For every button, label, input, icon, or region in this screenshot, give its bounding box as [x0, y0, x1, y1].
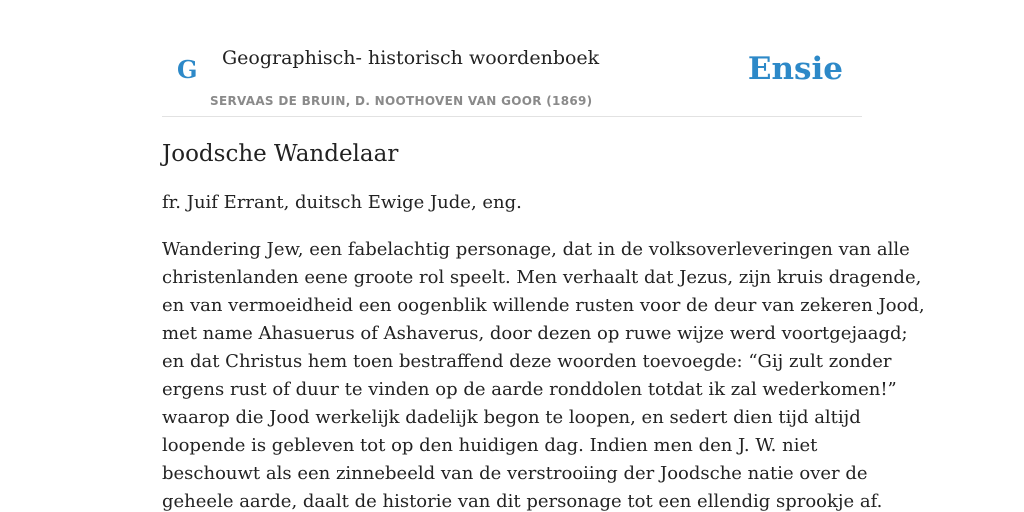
body-line: ergens rust of duur te vinden op de aarde ronddolen totdat ik zal wederkomen!” [162, 379, 897, 400]
book-letter-icon[interactable]: G [177, 55, 198, 84]
book-authors: SERVAAS DE BRUIN, D. NOOTHOVEN VAN GOOR (1869) [210, 94, 593, 108]
body-line: christenlanden eene groote rol speelt. Men verhaalt dat Jezus, zijn kruis dragende, [162, 267, 922, 288]
entry-body [162, 236, 925, 512]
body-line: geheele aarde, daalt de historie van dit personage tot een ellendig sprookje af. [162, 491, 883, 512]
body-line: loopende is gebleven tot op den huidigen dag. Indien men den J. W. niet [162, 435, 818, 456]
body-line: en dat Christus hem toen bestraffend deze woorden toevoegde: “Gij zult zonder [162, 351, 892, 372]
body-line: Wandering Jew, een fabelachtig personage, dat in de volksoverleveringen van alle [162, 239, 910, 260]
body-line: beschouwt als een zinnebeeld van de verstrooiing der Joodsche natie over de [162, 463, 868, 484]
book-title-link[interactable]: Geographisch- historisch woordenboek [222, 47, 600, 69]
header [162, 0, 862, 117]
entry-translation: fr. Juif Errant, duitsch Ewige Jude, eng. [162, 192, 522, 213]
entry-title: Joodsche Wandelaar [162, 141, 399, 167]
body-line: waarop die Jood werkelijk dadelijk begon te loopen, en sedert dien tijd altijd [162, 407, 861, 428]
body-line: met name Ahasuerus of Ashaverus, door dezen op ruwe wijze werd voortgejaagd; [162, 323, 908, 344]
body-line: en van vermoeidheid een oogenblik willende rusten voor de deur van zekeren Jood, [162, 295, 925, 316]
entry-content [162, 138, 925, 512]
ensie-logo[interactable]: Ensie [747, 51, 843, 87]
